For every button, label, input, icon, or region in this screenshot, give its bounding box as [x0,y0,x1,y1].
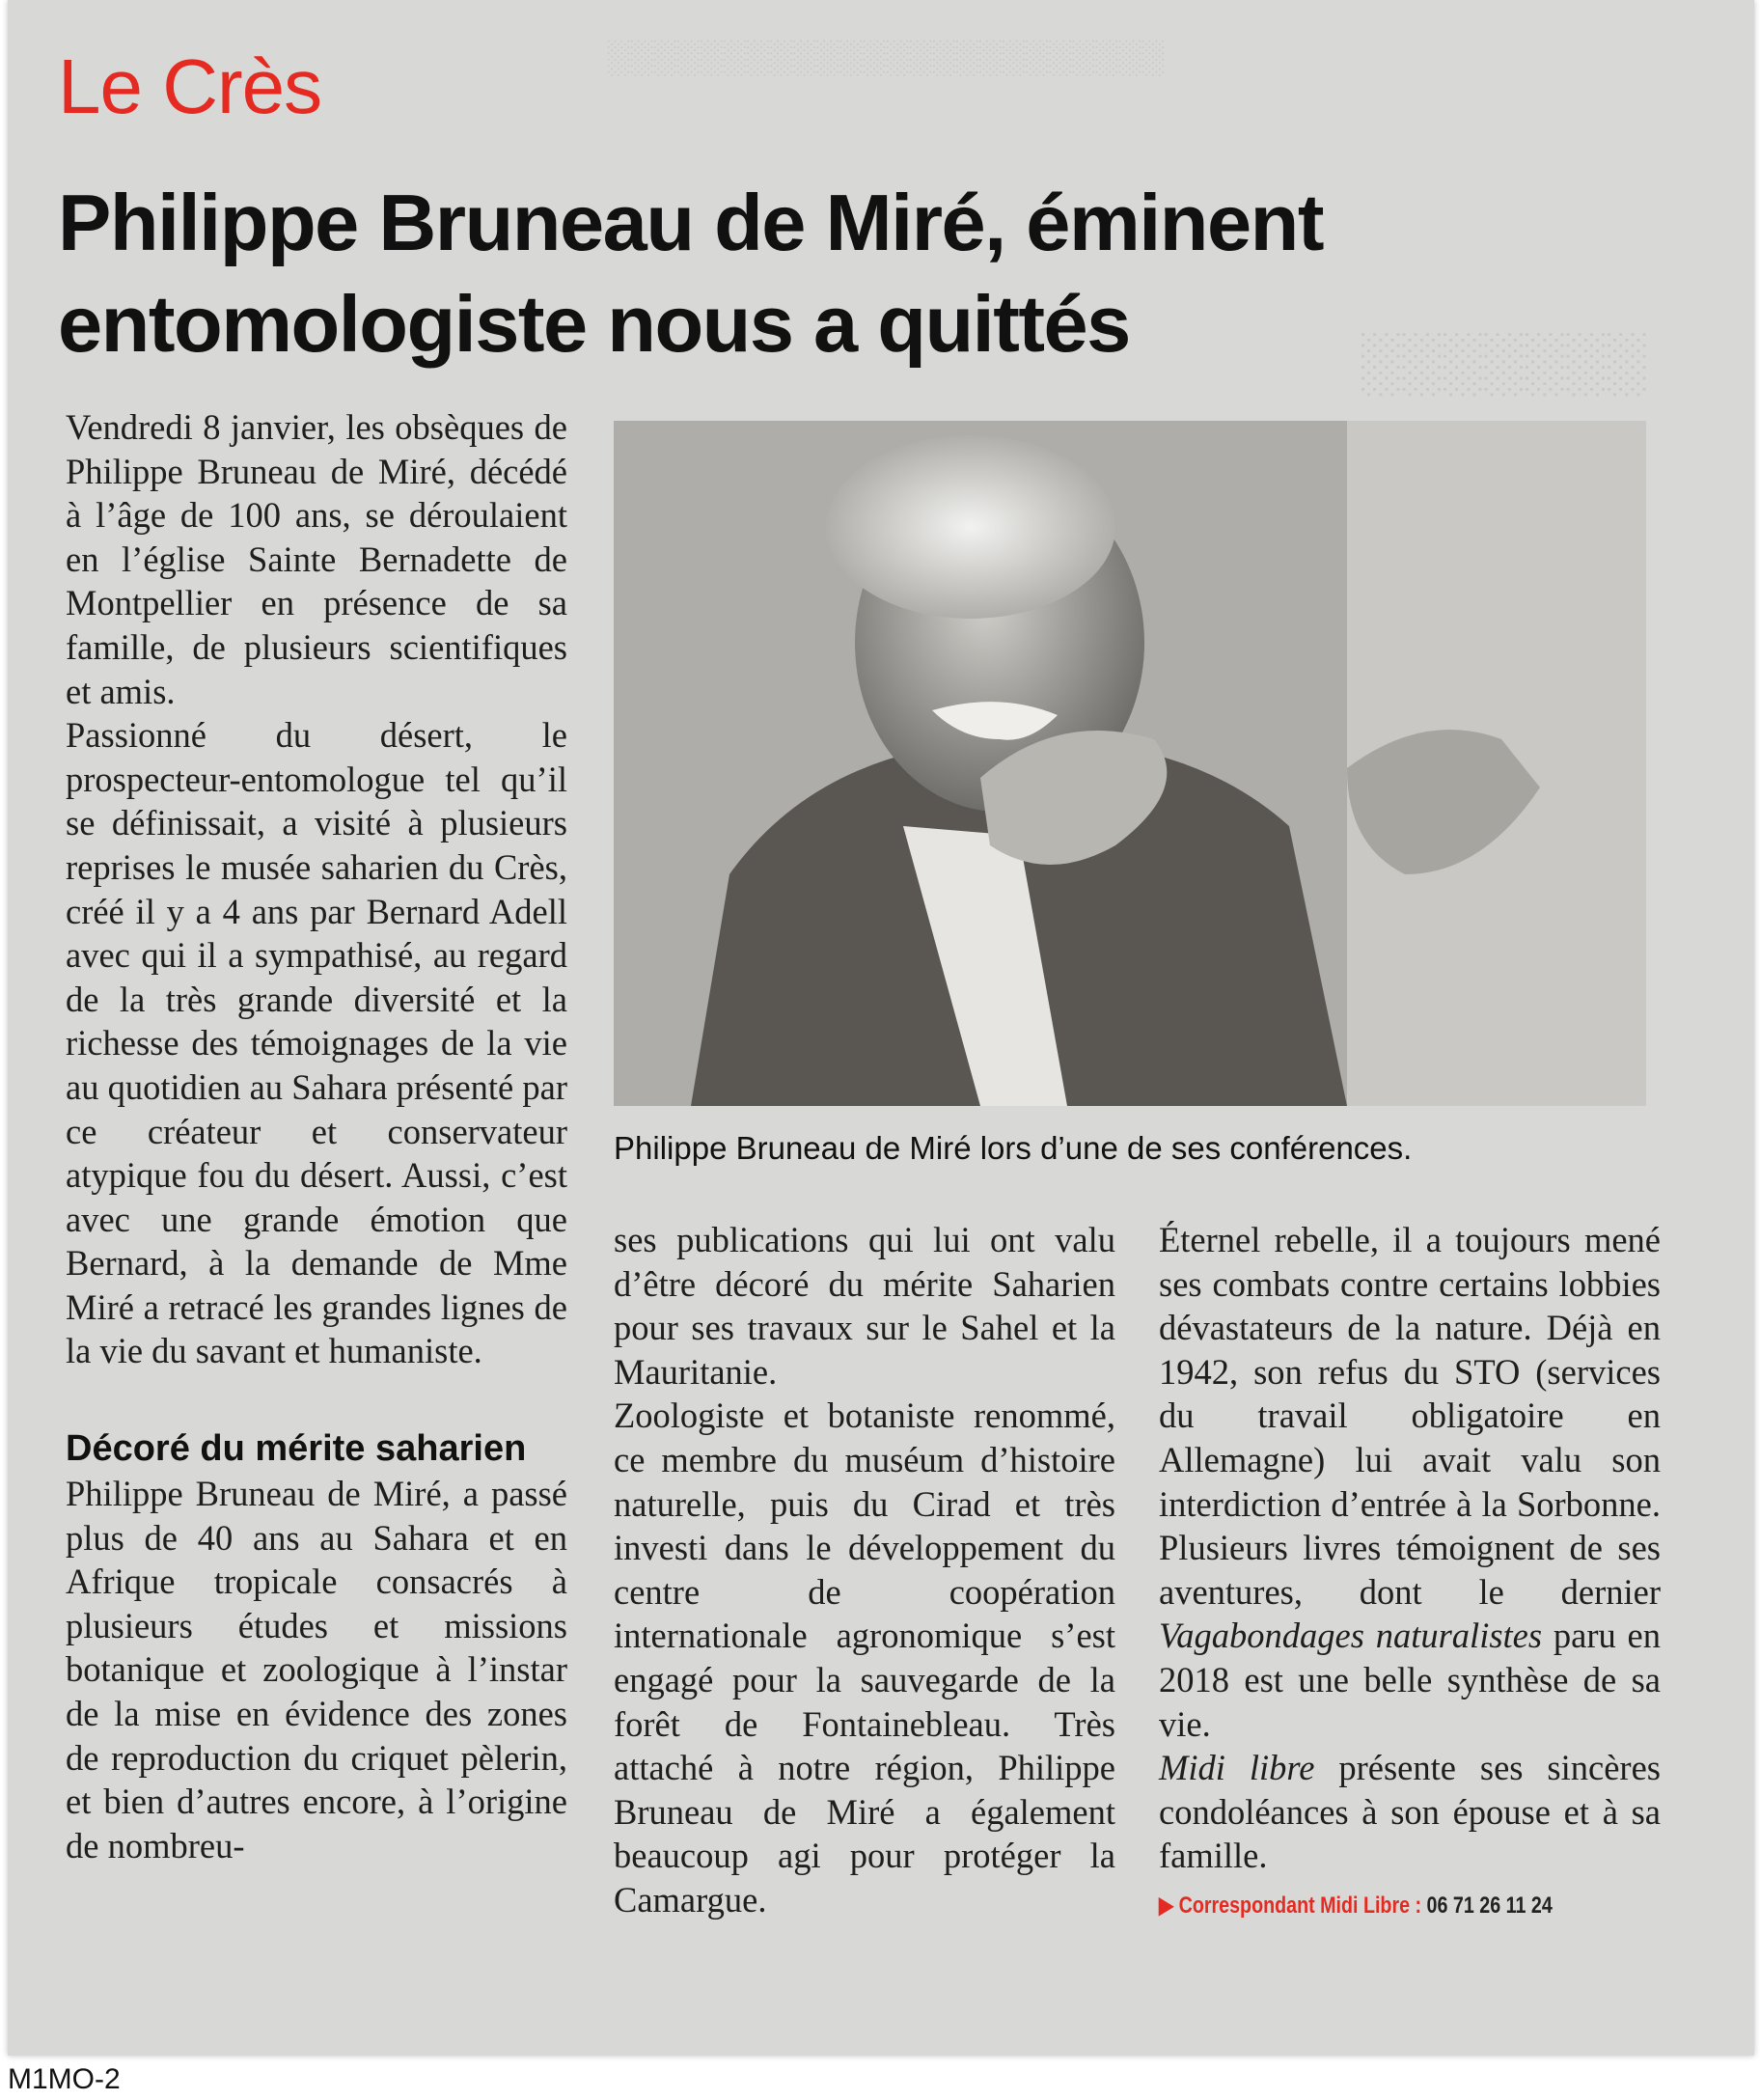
paragraph: Vendredi 8 janvier, les obsèques de Philippe Bruneau de Miré, décédé à l’âge de 100 ans, se déroulaient en l’église Sainte Bernadette de Montpellier en présence de sa famille, de plusieurs scientifiques et amis. [66,407,567,711]
triangle-right-icon: ▶ [1159,1893,1174,1919]
paragraph-text: paru en 2018 est une belle synthèse de sa vie. [1159,1616,1661,1744]
subheading: Décoré du mérite saharien [66,1428,527,1470]
paragraph: Zoologiste et botaniste renommé, ce membre du muséum d’histoire naturelle, puis du Cirad et très investi dans le développement du centre de coopération internationale agronomique s’est engagé pour la sauvegarde de la forêt de Fontainebleau. Très attaché à notre région, Philippe Bruneau de Miré a également beaucoup agi pour protéger la Camargue. [614,1395,1115,1920]
correspondent-line [1159,1892,1553,1920]
headline: Philippe Bruneau de Miré, éminent entomologiste nous a quittés [58,178,1324,369]
paragraph [1159,1218,1661,1746]
photo-caption: Philippe Bruneau de Miré lors d’une de ses conférences. [614,1130,1413,1166]
portrait-photo [614,421,1646,1106]
paragraph: Passionné du désert, le prospecteur-entomologue tel qu’il se définissait, a visité à plusieurs reprises le musée saharien du Crès, créé il y a 4 ans par Bernard Adell avec qui il a sympathisé, au regard de la très grande diversité et la richesse des témoignages de la vie au quotidien au Sahara présenté par ce créateur et conservateur atypique fou du désert. Aussi, c’est avec une grande émotion que Bernard, à la demande de Mme Miré a retracé les grandes lignes de la vie du savant et humaniste. [66,715,567,1371]
bleed-through-text: ░░░░░░░░░░░░░░░░░░░░░░░░ [606,39,1165,75]
newspaper-name: Midi libre [1159,1748,1315,1788]
correspondent-label: Correspondant Midi Libre : [1178,1893,1422,1919]
paragraph: Philippe Bruneau de Miré, a passé plus de 40 ans au Sahara et en Afrique tropicale consacrés à plusieurs études et missions botanique et zoologique à l’instar de la mise en évidence des zones de reproduction du criquet pèlerin, et bien d’autres encore, à l’origine de nombreu- [66,1474,567,1865]
bleed-through-text: ░░░░░░░ [1359,329,1646,394]
article-column-2 [614,1218,1115,1922]
book-title: Vagabondages naturalistes [1159,1616,1543,1656]
footer-code: M1MO-2 [8,2063,121,2095]
paragraph: ses publications qui lui ont valu d’être décoré du mérite Saharien pour ses travaux sur le Sahel et la Mauritanie. [614,1220,1115,1392]
portrait-illustration [614,421,1646,1106]
paragraph [1159,1746,1661,1878]
article-column-1 [66,405,567,1867]
section-title: Le Crès [58,43,322,129]
newspaper-clipping [8,0,1754,2056]
paragraph-text: présente ses sincères condoléances à son épouse et à sa famille. [1159,1748,1661,1876]
article-column-3 [1159,1218,1661,1878]
correspondent-phone: 06 71 26 11 24 [1426,1893,1553,1919]
paragraph-text: Éternel rebelle, il a toujours mené ses combats contre certains lobbies dévastateurs de la nature. Déjà en 1942, son refus du STO (services du travail obligatoire en Allemagne) lui avait valu son interdiction d’entrée à la Sorbonne. Plusieurs livres témoignent de ses aventures, dont le dernier [1159,1220,1661,1612]
